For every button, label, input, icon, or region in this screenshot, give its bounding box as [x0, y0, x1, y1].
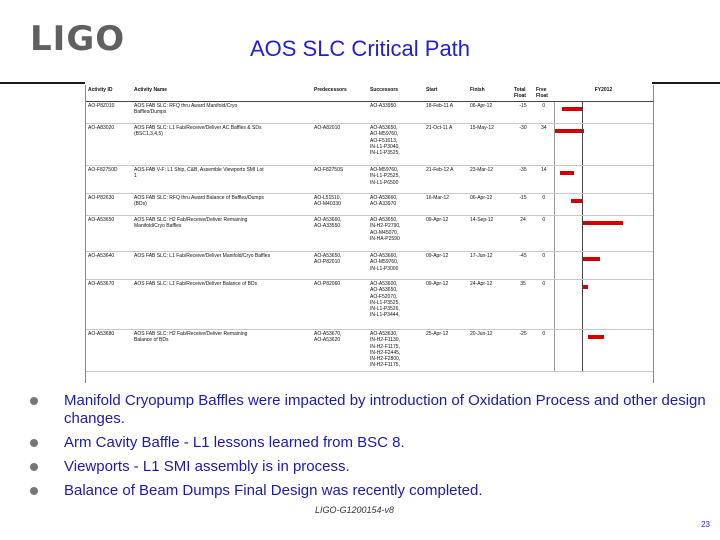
cell-activity-name: AOS FAB SLC: L1 Fab/Receive/Deliver Manifold/Cryo Baffles: [132, 252, 312, 280]
cell-start: 09-Apr-12: [424, 280, 468, 330]
bullet-list: [30, 392, 710, 506]
cell-finish: 23-Mar-12: [468, 166, 512, 194]
cell-finish: 06-Apr-12: [468, 102, 512, 124]
data-date-line: [582, 252, 583, 279]
cell-successors: AO-A53600, AO-A53650, AO-F52070, IN-L1-P3525, IN-L1-P3526, IN-L1-P3444,: [368, 280, 424, 330]
cell-predecessors: AO-F82750S: [312, 166, 368, 194]
document-id: LIGO-G1200154-v8: [315, 505, 395, 515]
cell-successors: AO-A53660, AO-M59760, IN-L1-P3000: [368, 252, 424, 280]
data-date-line: [582, 216, 583, 251]
cell-predecessors: [312, 102, 368, 124]
cell-start: 21-Oct-11 A: [424, 124, 468, 166]
header-start: Start: [424, 85, 468, 102]
cell-activity-id: AO-A53640: [86, 252, 132, 280]
gantt-cell: [554, 102, 653, 124]
gantt-bar: [571, 199, 582, 203]
bullet-dot-icon: [30, 463, 38, 471]
schedule-table: [86, 85, 653, 372]
bullet-item: [30, 458, 710, 476]
schedule-row: [86, 124, 653, 166]
schedule-row: [86, 216, 653, 252]
cell-free-float: 0: [534, 280, 554, 330]
schedule-row: [86, 252, 653, 280]
slide-title: AOS SLC Critical Path: [249, 36, 471, 61]
cell-activity-id: AO-A53670: [86, 280, 132, 330]
gantt-cell: [554, 330, 653, 372]
cell-activity-name: AOS FAB SLC: RFQ thru Award Balance of Baffles/Dumps (BDs): [132, 194, 312, 216]
data-date-line: [582, 330, 583, 371]
cell-successors: AO-A33950: [368, 102, 424, 124]
cell-start: 09-Apr-12: [424, 216, 468, 252]
cell-activity-name: AOS FAB SLC: H2 Fab/Receive/Deliver Remaining Manifold/Cryo Baffles: [132, 216, 312, 252]
cell-predecessors: AO-L51510, AO-M40330: [312, 194, 368, 216]
gantt-cell: [554, 252, 653, 280]
schedule-header-row: [86, 85, 653, 102]
gantt-cell: [554, 216, 653, 252]
schedule-row: [86, 166, 653, 194]
cell-total-float: 35: [512, 280, 534, 330]
cell-activity-id: AO-A53650: [86, 216, 132, 252]
schedule-table-image: [85, 85, 654, 383]
cell-activity-id: AO-A53680: [86, 330, 132, 372]
bullet-dot-icon: [30, 487, 38, 495]
gantt-bar: [582, 257, 600, 261]
cell-activity-name: AOS FAB SLC: L1 Fab/Receive/Deliver AC Baffles & SDs (BSC1,3,4,5): [132, 124, 312, 166]
header-predecessors: Predecessors: [312, 85, 368, 102]
header-activity-name: Activity Name: [132, 85, 312, 102]
data-date-line: [582, 280, 583, 329]
data-date-line: [582, 102, 583, 123]
cell-predecessors: AO-A53650, AO-P82010: [312, 252, 368, 280]
cell-successors: AO-M59760, IN-L1-P2525, IN-L1-P6500: [368, 166, 424, 194]
title-rule-left: [0, 82, 85, 84]
cell-start: 18-Feb-11 A: [424, 102, 468, 124]
gantt-bar: [588, 335, 604, 339]
gantt-cell: [554, 124, 653, 166]
ligo-logo: LIGO: [30, 19, 126, 59]
gantt-bar: [582, 221, 623, 225]
cell-successors: AO-A53650, AO-M59760, AO-F51613, IN-L1-P3040, IN-L1-P3525,: [368, 124, 424, 166]
cell-start: 25-Apr-12: [424, 330, 468, 372]
bullet-text: Balance of Beam Dumps Final Design was recently completed.: [64, 482, 483, 499]
cell-activity-name: AOS FAB SLC: L1 Fab/Receive/Deliver Balance of BDs: [132, 280, 312, 330]
cell-start: 21-Feb-12 A: [424, 166, 468, 194]
bullet-dot-icon: [30, 439, 38, 447]
bullet-text: Viewports - L1 SMI assembly is in process.: [64, 458, 350, 475]
cell-finish: 20-Jun-12: [468, 330, 512, 372]
cell-total-float: -15: [512, 194, 534, 216]
schedule-row: [86, 194, 653, 216]
cell-successors: AO-A53630, IN-H2-F1130, IN-H2-F1175, IN-H2-F2445, IN-H2-F2800, IN-H2-F1175,: [368, 330, 424, 372]
cell-successors: AO-A53650, IN-H2-P2790, AO-M45070, IN-HA-P2590: [368, 216, 424, 252]
cell-start: 09-Apr-12: [424, 252, 468, 280]
cell-free-float: 0: [534, 216, 554, 252]
gantt-bar: [555, 129, 585, 133]
cell-free-float: 0: [534, 102, 554, 124]
bullet-text: Arm Cavity Baffle - L1 lessons learned from BSC 8.: [64, 434, 405, 451]
cell-activity-name: AOS FAB SLC: H2 Fab/Receive/Deliver Remaining Balance of BDs: [132, 330, 312, 372]
cell-finish: 14-Sep-12: [468, 216, 512, 252]
cell-activity-id: AO-F82750D: [86, 166, 132, 194]
cell-start: 16-Mar-12: [424, 194, 468, 216]
cell-total-float: -15: [512, 102, 534, 124]
cell-total-float: -35: [512, 166, 534, 194]
cell-finish: 24-Apr-12: [468, 280, 512, 330]
data-date-line: [582, 194, 583, 215]
bullet-item: [30, 482, 710, 500]
cell-activity-id: AO-A83020: [86, 124, 132, 166]
header-total-float: Total Float: [512, 85, 534, 102]
bullet-dot-icon: [30, 397, 38, 405]
cell-free-float: 0: [534, 194, 554, 216]
bullet-item: [30, 392, 710, 428]
cell-activity-name: AOS FAB V-F: L1 Ship, C&B, Assemble Viewports SMI Lot 1: [132, 166, 312, 194]
cell-predecessors: AO-A53670, AO-A53620: [312, 330, 368, 372]
cell-successors: AO-A53660, AO-A33970: [368, 194, 424, 216]
schedule-row: [86, 280, 653, 330]
data-date-line: [582, 166, 583, 193]
header-finish: Finish: [468, 85, 512, 102]
bullet-item: [30, 434, 710, 452]
title-rule-right: [652, 82, 720, 84]
cell-finish: 15-May-12: [468, 124, 512, 166]
gantt-cell: [554, 166, 653, 194]
cell-predecessors: AO-A82010: [312, 124, 368, 166]
cell-total-float: -30: [512, 124, 534, 166]
gantt-bar: [562, 107, 582, 111]
cell-total-float: -25: [512, 330, 534, 372]
cell-free-float: 0: [534, 252, 554, 280]
cell-free-float: 34: [534, 124, 554, 166]
gantt-cell: [554, 194, 653, 216]
cell-total-float: 24: [512, 216, 534, 252]
cell-total-float: -45: [512, 252, 534, 280]
header-free-float: Free Float: [534, 85, 554, 102]
cell-free-float: 0: [534, 330, 554, 372]
cell-activity-id: AO-P82630: [86, 194, 132, 216]
page-number: 23: [701, 520, 710, 529]
cell-activity-name: AOS FAB SLC: RFQ thru Award Manifold/Cryo Baffles/Dumps: [132, 102, 312, 124]
cell-finish: 06-Apr-12: [468, 194, 512, 216]
gantt-cell: [554, 280, 653, 330]
cell-predecessors: AO-P82060: [312, 280, 368, 330]
header-activity-id: Activity ID: [86, 85, 132, 102]
cell-activity-id: AO-P8Z010: [86, 102, 132, 124]
gantt-bar: [560, 171, 574, 175]
schedule-row: [86, 102, 653, 124]
bullet-text: Manifold Cryopump Baffles were impacted by introduction of Oxidation Process and other design changes.: [64, 392, 706, 427]
schedule-row: [86, 330, 653, 372]
cell-free-float: 14: [534, 166, 554, 194]
header-successors: Successors: [368, 85, 424, 102]
cell-finish: 17-Jun-12: [468, 252, 512, 280]
header-fy2012: FY2012: [554, 85, 653, 102]
cell-predecessors: AO-A53660, AO-A33550: [312, 216, 368, 252]
data-date-line: [582, 124, 583, 165]
